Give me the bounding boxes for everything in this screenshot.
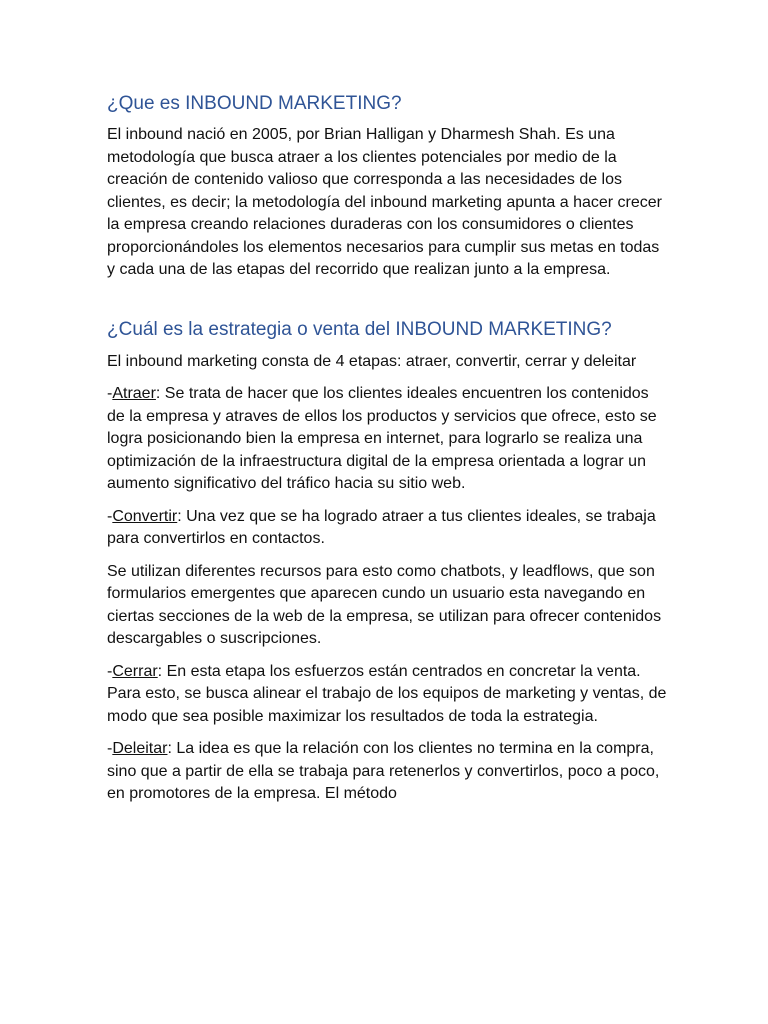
term-cerrar: Cerrar (112, 662, 158, 680)
text-atraer: : Se trata de hacer que los clientes ideales encuentren los contenidos de la empresa y atraves de ellos los productos y servicios que ofrece, esto se logra posicionando bien la empresa en internet, para lograrlo se realiza una optimización de la infraestructura digital de la empresa orientada a lograr un aumento significativo del tráfico hacia su sitio web. (107, 385, 657, 492)
paragraph-recursos: Se utilizan diferentes recursos para esto como chatbots, y leadflows, que son formularios emergentes que aparecen cundo un usuario esta navegando en ciertas secciones de la web de la empresa, se utilizan para ofrecer contenidos descargables o suscripciones. (107, 562, 662, 647)
bullet-dash: - (107, 385, 113, 402)
section-title-que-es: ¿Que es INBOUND MARKETING? (107, 93, 402, 114)
text-convertir: : Una vez que se ha logrado atraer a tus clientes ideales, se trabaja para convertirlos en contactos. (107, 507, 656, 547)
document-body (107, 92, 667, 806)
text-deleitar: : La idea es que la relación con los clientes no termina en la compra, sino que a partir de ella se trabaja para retenerlos y convertirlos, poco a poco, en promotores de la empresa. El método (107, 740, 660, 802)
section-title-estrategia: ¿Cuál es la estrategia o venta del INBOUND MARKETING? (107, 318, 612, 340)
term-atraer: Atraer (112, 385, 156, 402)
paragraph-etapas: El inbound marketing consta de 4 etapas: atraer, convertir, cerrar y deleitar (107, 352, 637, 370)
term-deleitar: Deleitar (112, 740, 168, 757)
term-convertir: Convertir (112, 507, 178, 525)
paragraph-intro: El inbound nació en 2005, por Brian Halligan y Dharmesh Shah. Es una metodología que busca atraer a los clientes potenciales por medio de la creación de contenido valioso que corresponda a las necesidades de los clientes, es decir; la metodología del inbound marketing apunta a hacer crecer la empresa creando relaciones duraderas con los consumidores o clientes proporcionándoles los elementos necesarios para cumplir sus metas en todas y cada una de las etapas del recorrido que realizan junto a la empresa. (107, 126, 662, 278)
paragraph-convertir (107, 506, 667, 551)
text-cerrar: : En esta etapa los esfuerzos están centrados en concretar la venta. Para esto, se busca alinear el trabajo de los equipos de marketing y ventas, de modo que sea posible maximizar los resultados de toda la estrategia. (107, 662, 667, 725)
bullet-dash: - (107, 740, 113, 757)
paragraph-atraer (107, 383, 667, 496)
paragraph-cerrar (107, 661, 667, 729)
paragraph-deleitar (107, 738, 667, 806)
bullet-dash: - (107, 507, 113, 525)
bullet-dash: - (107, 662, 113, 680)
